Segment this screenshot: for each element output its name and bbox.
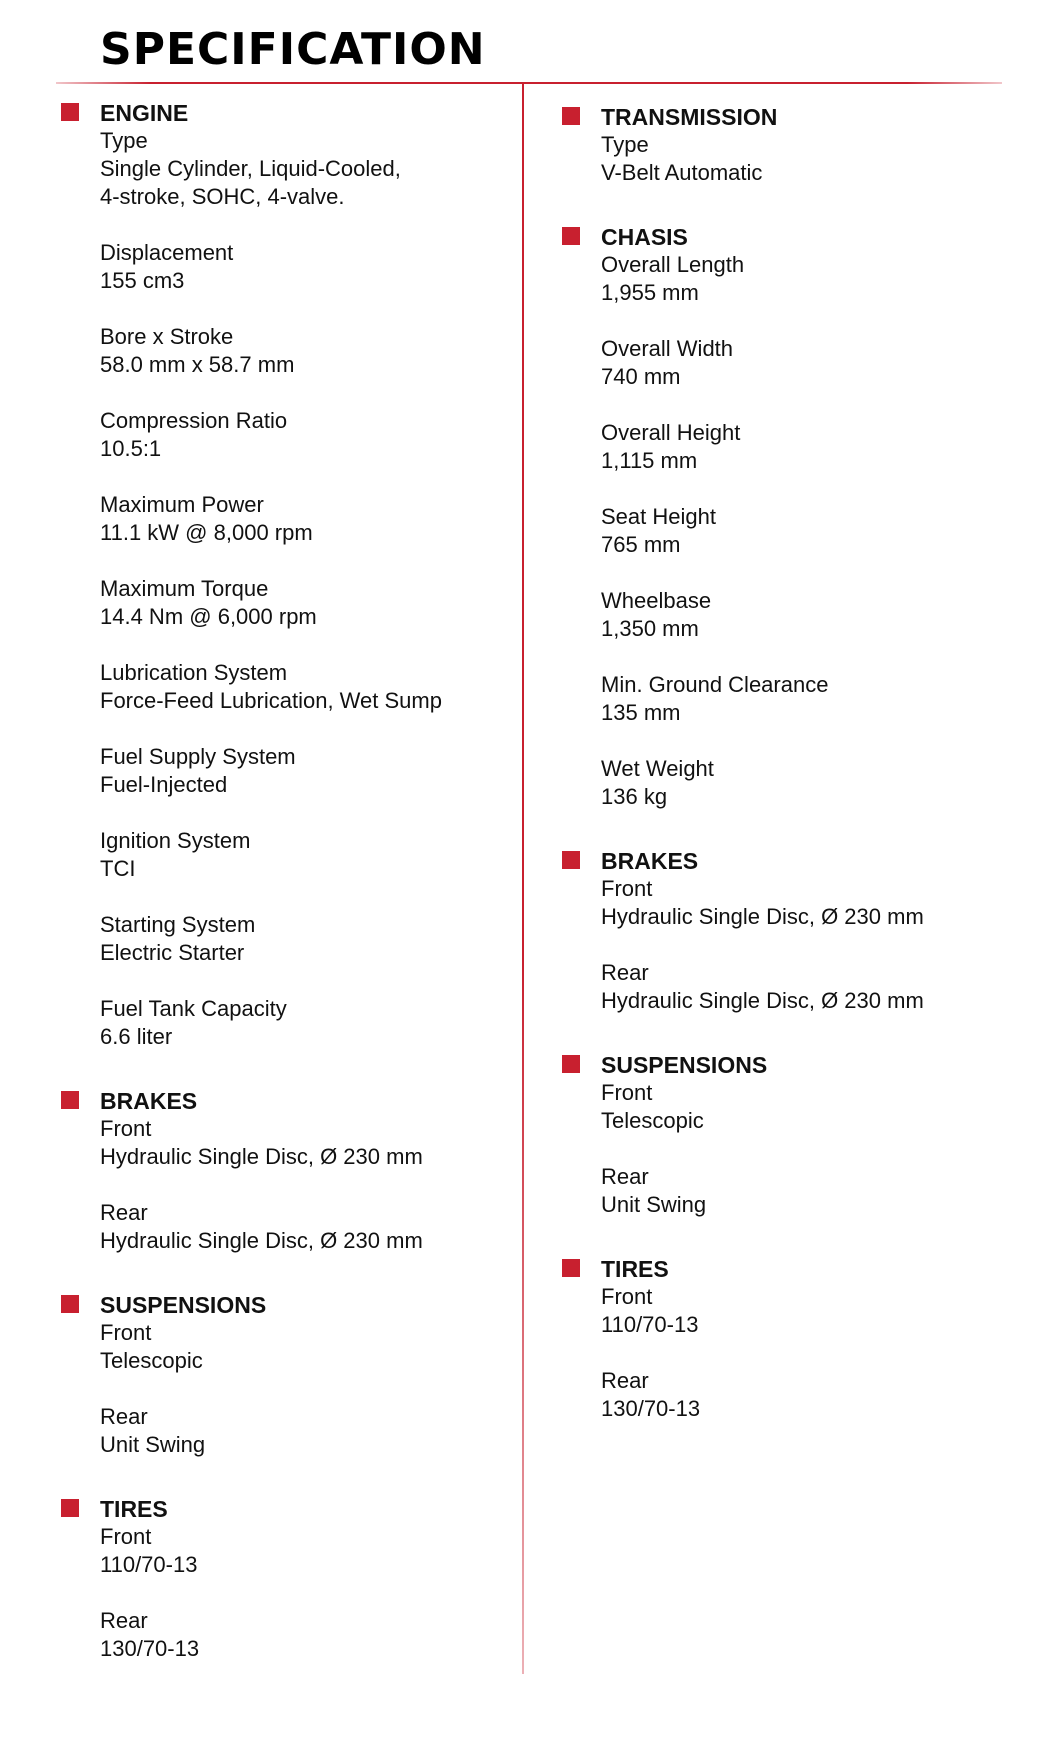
spec-value: 1,955 mm <box>601 280 699 305</box>
section-title: BRAKES <box>100 1088 198 1114</box>
spec-item <box>601 335 1021 391</box>
spec-label: Rear <box>100 1200 148 1225</box>
spec-value: 130/70-13 <box>100 1636 200 1661</box>
section-title: SUSPENSIONS <box>601 1052 768 1078</box>
left-column <box>100 99 500 1699</box>
spec-item <box>100 1115 500 1171</box>
spec-item <box>100 407 500 463</box>
spec-label: Displacement <box>100 240 234 265</box>
spec-item <box>601 1163 1021 1219</box>
spec-label: Ignition System <box>100 828 251 853</box>
spec-label: Overall Width <box>601 336 734 361</box>
spec-item <box>100 743 500 799</box>
header-divider <box>56 82 1002 84</box>
spec-label: Compression Ratio <box>100 408 288 433</box>
spec-value: 155 cm3 <box>100 268 185 293</box>
spec-value: 10.5:1 <box>100 436 162 461</box>
spec-value: 14.4 Nm @ 6,000 rpm <box>100 604 317 629</box>
spec-item <box>100 1523 500 1579</box>
section-title: CHASIS <box>601 224 688 250</box>
spec-item <box>601 755 1021 811</box>
spec-value: 136 kg <box>601 784 668 809</box>
spec-label: Fuel Tank Capacity <box>100 996 287 1021</box>
spec-section <box>601 1051 1021 1219</box>
spec-label: Front <box>100 1116 152 1141</box>
spec-value: Force-Feed Lubrication, Wet Sump <box>100 688 442 713</box>
spec-label: Bore x Stroke <box>100 324 234 349</box>
column-divider <box>522 84 524 1674</box>
section-marker-icon <box>562 1259 580 1277</box>
section-title: TIRES <box>601 1256 669 1282</box>
spec-label: Rear <box>601 1164 649 1189</box>
spec-item <box>601 1283 1021 1339</box>
spec-label: Wheelbase <box>601 588 712 613</box>
spec-item <box>100 1403 500 1459</box>
spec-section <box>601 847 1021 1015</box>
spec-item <box>100 995 500 1051</box>
spec-value: Single Cylinder, Liquid-Cooled, 4-stroke, SOHC, 4-valve. <box>100 156 401 209</box>
spec-item <box>601 131 1021 187</box>
section-title: SUSPENSIONS <box>100 1292 267 1318</box>
spec-value: 58.0 mm x 58.7 mm <box>100 352 295 377</box>
spec-label: Front <box>601 876 653 901</box>
spec-label: Rear <box>601 960 649 985</box>
spec-item <box>100 1607 500 1663</box>
section-marker-icon <box>61 103 79 121</box>
spec-value: Hydraulic Single Disc, Ø 230 mm <box>100 1144 423 1169</box>
spec-value: 130/70-13 <box>601 1396 701 1421</box>
spec-label: Seat Height <box>601 504 716 529</box>
spec-value: Telescopic <box>100 1348 203 1373</box>
spec-label: Type <box>100 128 148 153</box>
spec-value: Telescopic <box>601 1108 704 1133</box>
section-title: TRANSMISSION <box>601 104 778 130</box>
spec-value: Unit Swing <box>100 1432 206 1457</box>
spec-label: Fuel Supply System <box>100 744 296 769</box>
spec-value: Hydraulic Single Disc, Ø 230 mm <box>601 988 924 1013</box>
section-marker-icon <box>61 1295 79 1313</box>
spec-item <box>100 239 500 295</box>
section-marker-icon <box>61 1499 79 1517</box>
spec-section <box>100 99 500 1051</box>
spec-item <box>100 659 500 715</box>
spec-value: 740 mm <box>601 364 681 389</box>
spec-item <box>100 1319 500 1375</box>
spec-label: Front <box>601 1284 653 1309</box>
spec-item <box>601 875 1021 931</box>
spec-value: Fuel-Injected <box>100 772 228 797</box>
spec-item <box>601 587 1021 643</box>
spec-label: Rear <box>100 1608 148 1633</box>
spec-label: Type <box>601 132 649 157</box>
spec-value: Electric Starter <box>100 940 245 965</box>
section-title: TIRES <box>100 1496 168 1522</box>
spec-item <box>601 959 1021 1015</box>
spec-value: 135 mm <box>601 700 681 725</box>
spec-label: Overall Height <box>601 420 741 445</box>
spec-value: TCI <box>100 856 136 881</box>
spec-section <box>100 1291 500 1459</box>
right-column <box>601 103 1021 1459</box>
spec-label: Maximum Torque <box>100 576 269 601</box>
spec-item <box>601 251 1021 307</box>
spec-item <box>100 491 500 547</box>
spec-section <box>601 103 1021 187</box>
spec-label: Rear <box>100 1404 148 1429</box>
spec-label: Min. Ground Clearance <box>601 672 829 697</box>
spec-item <box>100 1199 500 1255</box>
section-marker-icon <box>61 1091 79 1109</box>
spec-item <box>601 503 1021 559</box>
spec-section <box>100 1495 500 1663</box>
section-marker-icon <box>562 851 580 869</box>
spec-label: Rear <box>601 1368 649 1393</box>
spec-item <box>601 671 1021 727</box>
spec-item <box>601 1367 1021 1423</box>
section-title: ENGINE <box>100 100 189 126</box>
spec-section <box>100 1087 500 1255</box>
spec-item <box>100 911 500 967</box>
spec-value: 110/70-13 <box>100 1552 198 1577</box>
spec-value: 110/70-13 <box>601 1312 699 1337</box>
page-title: SPECIFICATION <box>100 24 486 75</box>
spec-label: Front <box>601 1080 653 1105</box>
spec-item <box>100 127 500 211</box>
spec-value: Hydraulic Single Disc, Ø 230 mm <box>601 904 924 929</box>
spec-label: Maximum Power <box>100 492 264 517</box>
spec-label: Wet Weight <box>601 756 714 781</box>
spec-value: V-Belt Automatic <box>601 160 763 185</box>
spec-label: Front <box>100 1524 152 1549</box>
spec-value: 11.1 kW @ 8,000 rpm <box>100 520 313 545</box>
spec-section <box>601 1255 1021 1423</box>
spec-value: Hydraulic Single Disc, Ø 230 mm <box>100 1228 423 1253</box>
spec-label: Starting System <box>100 912 256 937</box>
spec-label: Overall Length <box>601 252 745 277</box>
spec-item <box>601 419 1021 475</box>
section-marker-icon <box>562 1055 580 1073</box>
spec-label: Lubrication System <box>100 660 288 685</box>
spec-item <box>100 827 500 883</box>
spec-value: 6.6 liter <box>100 1024 173 1049</box>
spec-value: 1,350 mm <box>601 616 699 641</box>
spec-section <box>601 223 1021 811</box>
spec-item <box>601 1079 1021 1135</box>
section-marker-icon <box>562 227 580 245</box>
section-marker-icon <box>562 107 580 125</box>
spec-value: 1,115 mm <box>601 448 698 473</box>
spec-label: Front <box>100 1320 152 1345</box>
spec-item <box>100 575 500 631</box>
section-title: BRAKES <box>601 848 699 874</box>
spec-value: Unit Swing <box>601 1192 707 1217</box>
spec-value: 765 mm <box>601 532 681 557</box>
spec-item <box>100 323 500 379</box>
